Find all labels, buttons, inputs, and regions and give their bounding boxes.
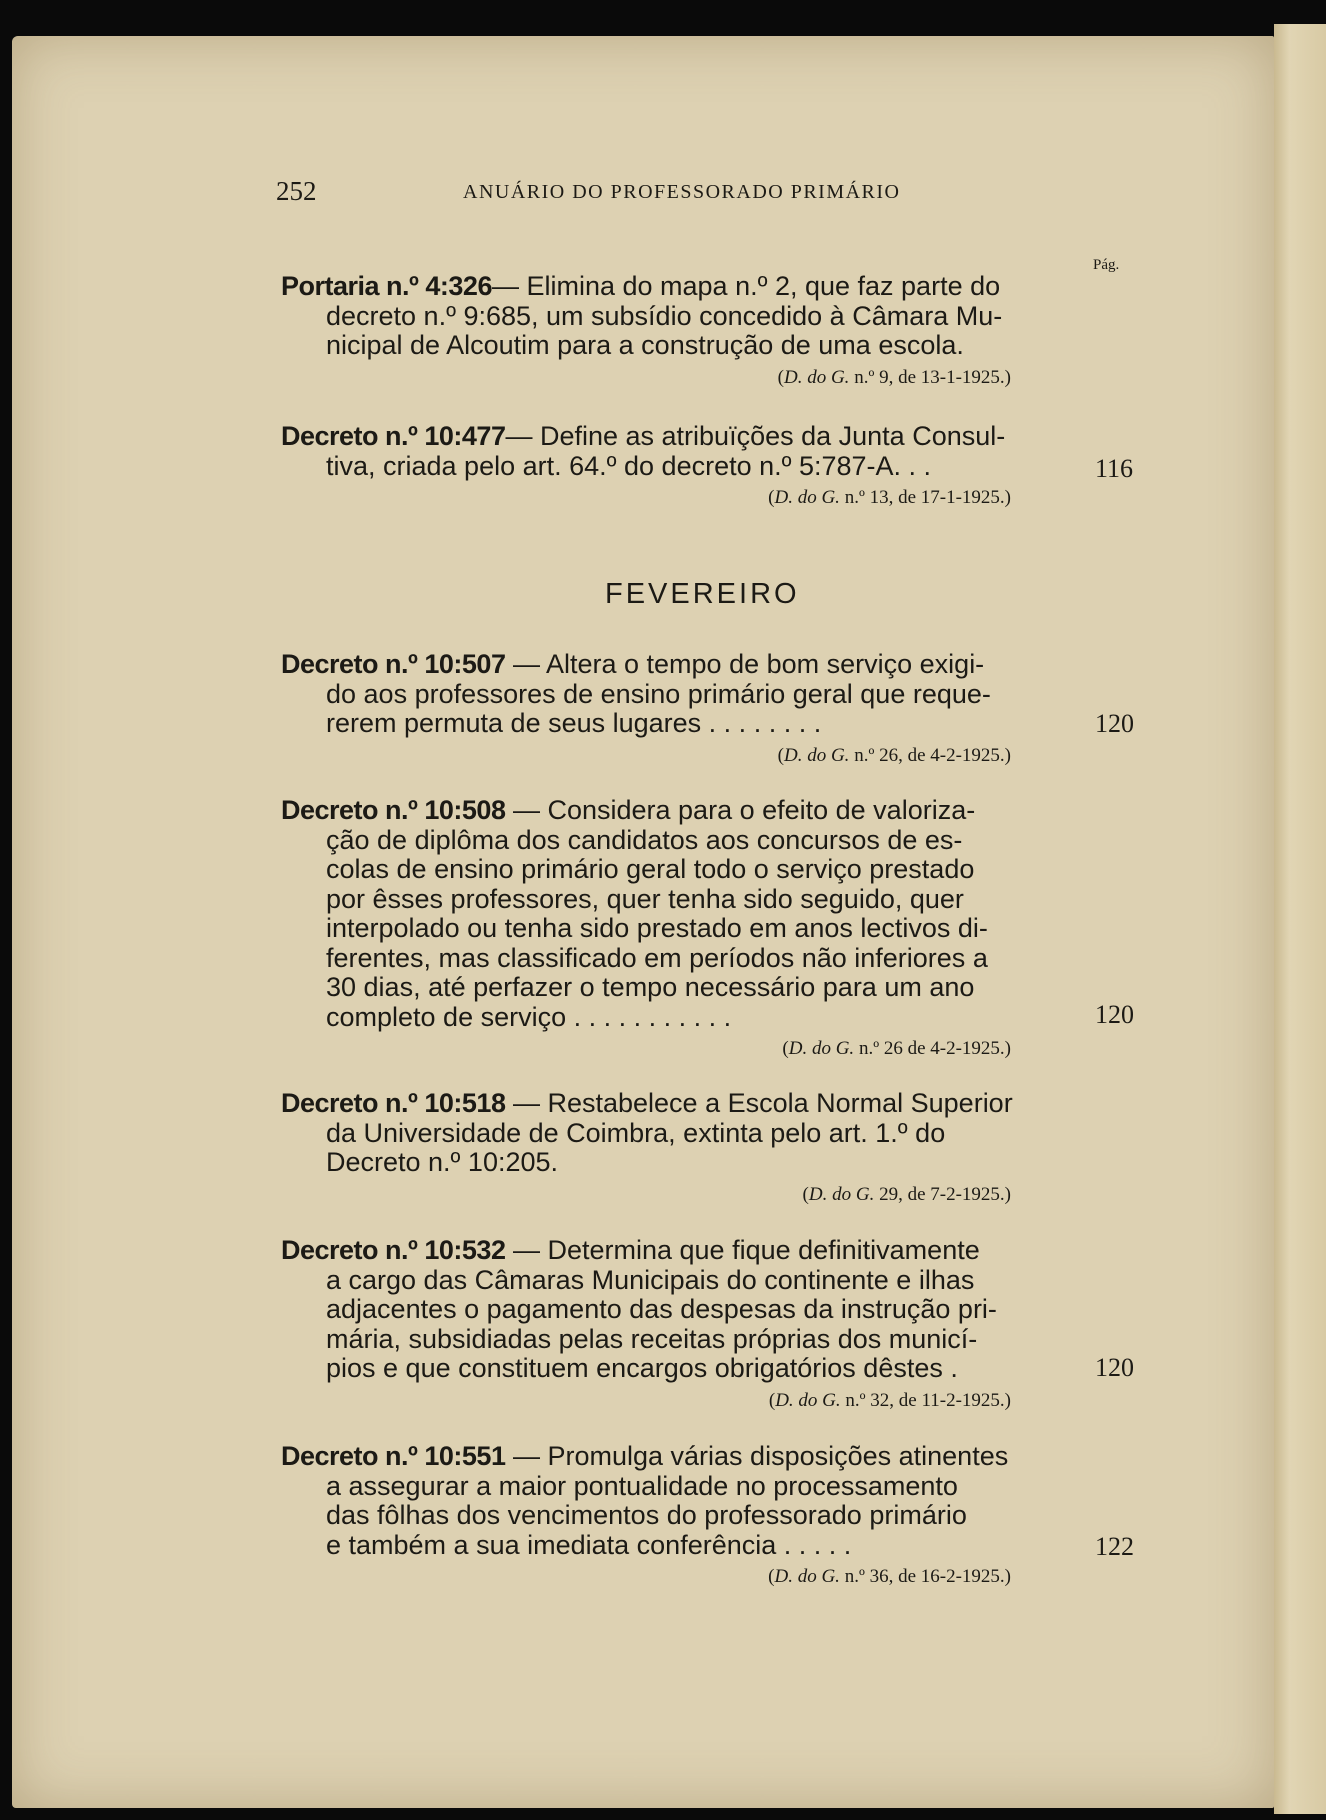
entry-first-line: — Altera o tempo de bom serviço exigi- xyxy=(505,649,985,679)
entry-page-number: 120 xyxy=(1095,1000,1134,1029)
entry-first-line: — Define as atribuïções da Junta Consul- xyxy=(505,421,1006,451)
entry-line: ferentes, mas classificado em períodos não inferiores a xyxy=(326,942,988,973)
reference-source: D. do G. xyxy=(775,1389,841,1411)
index-entry xyxy=(281,796,1051,1060)
reference-source: D. do G. xyxy=(808,1183,875,1205)
entry-first-line: — Elimina do mapa n.º 2, que faz parte do xyxy=(491,271,1001,301)
entry-line: colas de ensino primário geral todo o serviço prestado xyxy=(326,854,975,884)
entry-line: da Universidade de Coimbra, extinta pelo art. 1.º do xyxy=(326,1117,946,1148)
entry-line: rerem permuta de seus lugares . . . . . . . . xyxy=(326,708,822,738)
entry-line: do aos professores de ensino primário geral que reque- xyxy=(326,678,991,709)
reference-detail: n.º 13, de 17-1-1925.) xyxy=(839,487,1011,508)
index-entry xyxy=(281,1236,1051,1412)
index-entry xyxy=(281,272,1051,389)
index-entry xyxy=(281,1089,1051,1206)
entry-first-line: — Promulga várias disposições atinentes xyxy=(505,1441,1009,1471)
page-column-label: Pág. xyxy=(1093,257,1120,273)
entry-line: nicipal de Alcoutim para a construção de uma escola. xyxy=(326,330,964,360)
entry-line: a cargo das Câmaras Municipais do continente e ilhas xyxy=(326,1264,975,1295)
entry-line: tiva, criada pelo art. 64.º do decreto n.º 5:787-A. . . xyxy=(326,450,932,481)
reference-source: D. do G. xyxy=(774,487,840,508)
entry-reference: (D. do G. n.º 26 de 4-2-1925.) xyxy=(782,1038,1011,1059)
entry-page-number: 116 xyxy=(1095,454,1134,483)
entry-title: Decreto n.º 10:507 xyxy=(281,649,506,679)
entry-line: interpolado ou tenha sido prestado em anos lectivos di- xyxy=(326,913,988,943)
entry-first-line: — Considera para o efeito de valoriza- xyxy=(505,795,976,825)
entry-line: 30 dias, até perfazer o tempo necessário para um ano xyxy=(326,972,975,1002)
reference-source: D. do G. xyxy=(774,1566,840,1587)
reference-detail: n.º 9, de 13-1-1925.) xyxy=(849,366,1011,388)
entry-title: Decreto n.º 10:518 xyxy=(281,1088,506,1118)
index-entry xyxy=(281,1442,1051,1588)
index-entry xyxy=(281,650,1051,767)
entry-line: completo de serviço . . . . . . . . . . . xyxy=(326,1001,732,1032)
entry-reference: (D. do G. n.º 9, de 13-1-1925.) xyxy=(777,366,1011,388)
entry-line: Decreto n.º 10:205. xyxy=(326,1147,559,1177)
entry-line: e também a sua imediata conferência . . . . . xyxy=(326,1529,852,1560)
index-entry xyxy=(281,422,1051,509)
entry-line: mária, subsidiadas pelas receitas próprias dos municí- xyxy=(326,1323,978,1354)
entry-reference: (D. do G. n.º 36, de 16-2-1925.) xyxy=(768,1566,1011,1587)
entry-line: ção de diplôma dos candidatos aos concursos de es- xyxy=(326,824,963,855)
adjacent-page-edge xyxy=(1274,24,1326,1814)
entry-reference: (D. do G. n.º 32, de 11-2-1925.) xyxy=(768,1389,1011,1411)
entry-line: por êsses professores, quer tenha sido seguido, quer xyxy=(326,883,964,914)
entry-first-line: — Restabelece a Escola Normal Superior xyxy=(505,1088,1013,1118)
entry-page-number: 122 xyxy=(1095,1532,1134,1561)
reference-detail: n.º 26, de 4-2-1925.) xyxy=(849,744,1011,766)
entry-line: das fôlhas dos vencimentos do professorado primário xyxy=(326,1500,967,1530)
reference-source: D. do G. xyxy=(783,744,850,766)
entry-line: decreto n.º 9:685, um subsídio concedido à Câmara Mu- xyxy=(326,300,1003,331)
reference-source: D. do G. xyxy=(783,366,850,388)
reference-detail: n.º 36, de 16-2-1925.) xyxy=(839,1566,1011,1587)
reference-detail: n.º 26 de 4-2-1925.) xyxy=(854,1038,1011,1059)
entry-title: Decreto n.º 10:477 xyxy=(281,421,506,451)
entry-title: Portaria n.º 4:326 xyxy=(281,271,492,301)
entry-page-number: 120 xyxy=(1095,1353,1134,1382)
entry-page-number: 120 xyxy=(1095,709,1134,738)
entry-title: Decreto n.º 10:508 xyxy=(281,795,506,825)
reference-detail: 29, de 7-2-1925.) xyxy=(874,1183,1011,1205)
entry-reference: (D. do G. 29, de 7-2-1925.) xyxy=(802,1183,1011,1205)
reference-source: D. do G. xyxy=(788,1038,855,1059)
entry-line: pios e que constituem encargos obrigatórios dêstes . xyxy=(326,1353,958,1383)
entry-title: Decreto n.º 10:532 xyxy=(281,1235,506,1265)
entry-reference: (D. do G. n.º 26, de 4-2-1925.) xyxy=(777,744,1011,766)
entry-line: adjacentes o pagamento das despesas da instrução pri- xyxy=(326,1294,997,1324)
entry-first-line: — Determina que fique definitivamente xyxy=(505,1235,980,1265)
entry-reference: (D. do G. n.º 13, de 17-1-1925.) xyxy=(768,487,1011,508)
reference-detail: n.º 32, de 11-2-1925.) xyxy=(840,1389,1011,1411)
page-number: 252 xyxy=(276,176,317,206)
section-heading: FEVEREIRO xyxy=(605,578,800,610)
running-title: ANUÁRIO DO PROFESSORADO PRIMÁRIO xyxy=(463,181,901,203)
entry-line: a assegurar a maior pontualidade no processamento xyxy=(326,1470,958,1501)
entry-title: Decreto n.º 10:551 xyxy=(281,1441,506,1471)
